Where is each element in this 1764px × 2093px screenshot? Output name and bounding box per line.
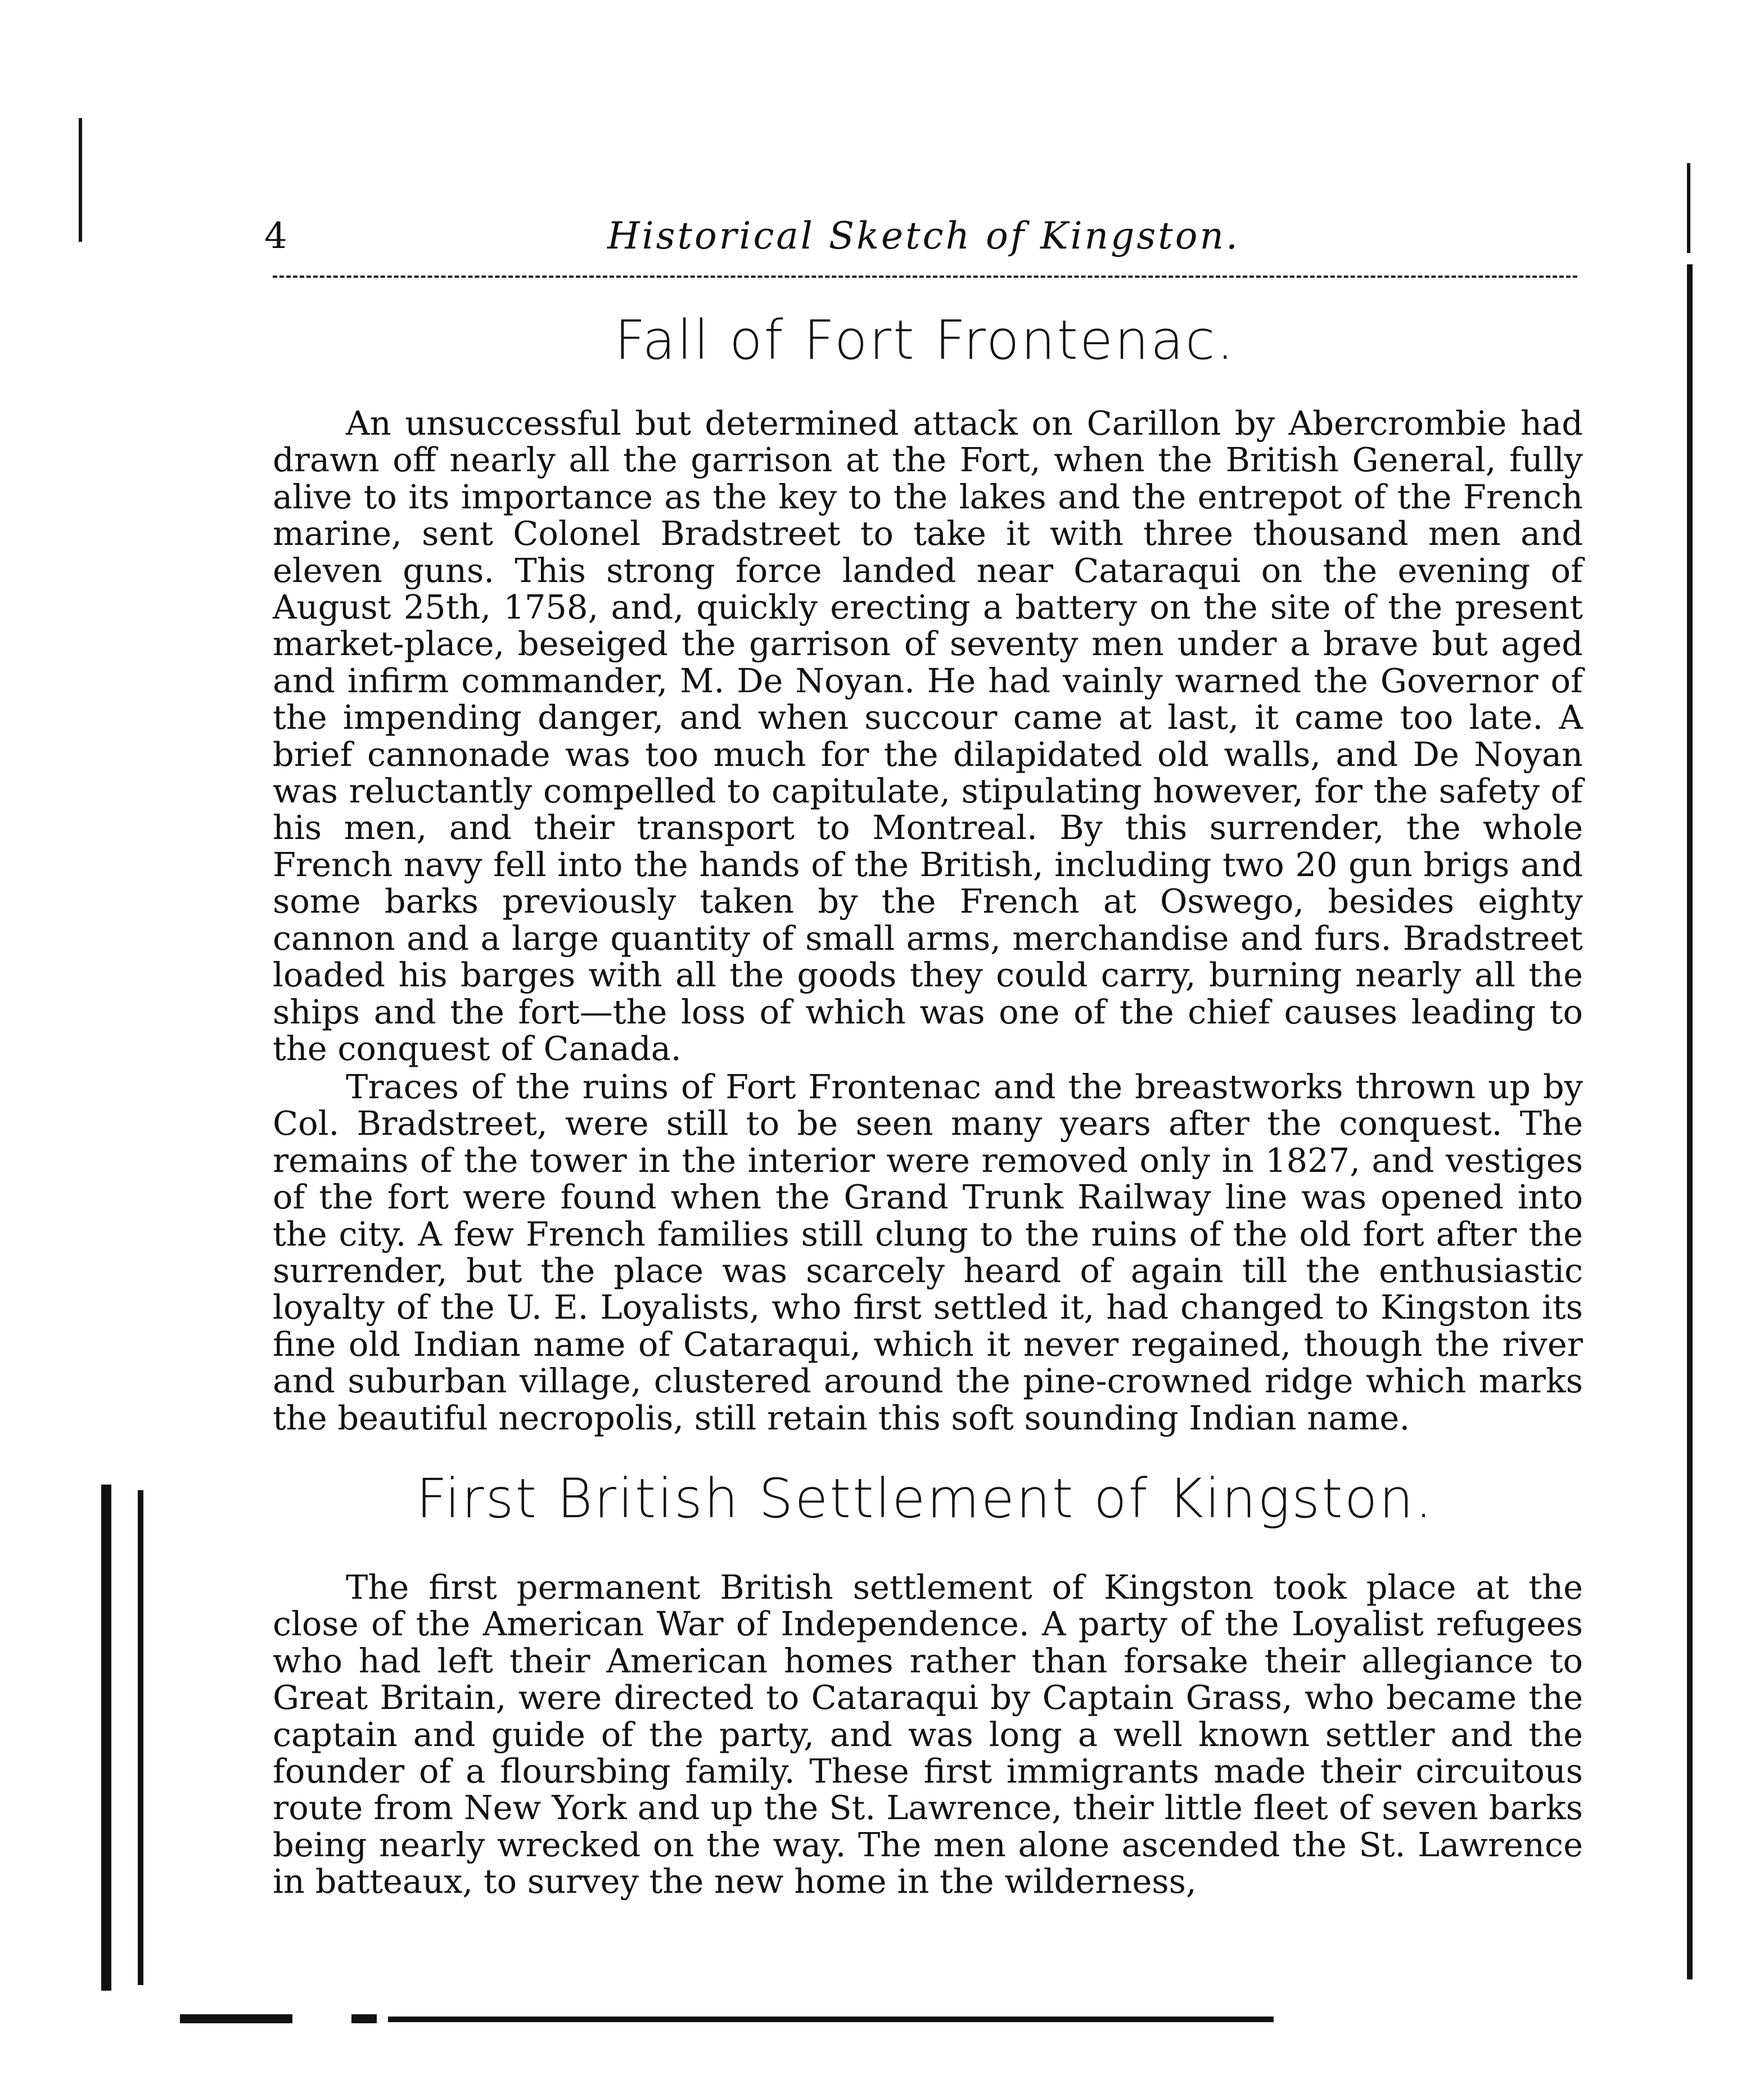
scan-margin-mark [1687,163,1690,253]
body-paragraph: Traces of the ruins of Fort Frontenac and the breastworks thrown up by Col. Bradstreet, were still to be seen many years after the conquest. The remains of the tower in the interior were removed only in 1827, and vestiges of the fort were found when the Grand Trunk Railway line was opened into the city. A few French families still clung to the ruins of the old fort after the surrender, but the place was scarcely heard of again till the enthusiastic loyalty of the U. E. Loyalists, who first settled it, had changed to Kingston its fine old Indian name of Cataraqui, which it never regained, though the river and suburban village, clustered around the pine-crowned ridge which marks the beautiful necropolis, still retain this soft sounding Indian name. [273,1067,1583,1437]
page-bottom-rule [180,2014,292,2023]
scan-margin-mark [138,1490,143,1985]
scan-margin-mark [79,118,82,242]
scan-margin-mark [1687,264,1693,1979]
page-bottom-rule [351,2014,377,2023]
running-head [264,208,1569,264]
body-paragraph: An unsuccessful but determined attack on Carillon by Abercrombie had drawn off nearly all the garrison at the Fort, when the British General, fully alive to its importance as the key to the lakes and the entrepot of the French marine, sent Colonel Bradstreet to take it with three thousand men and eleven guns. This strong force landed near Cataraqui on the evening of August 25th, 1758, and, quickly erecting a battery on the site of the present market-place, beseiged the garrison of seventy men under a brave but aged and infirm commander, M. De Noyan. He had vainly warned the Governor of the impending danger, and when succour came at last, it came too late. A brief cannonade was too much for the dilapidated old walls, and De Noyan was reluctantly compelled to capitulate, stipulating however, for the safety of his men, and their transport to Montreal. By this surrender, the whole French navy fell into the hands of the British, including two 20 gun brigs and some barks previously taken by the French at Oswego, besides eighty cannon and a large quantity of small arms, merchandise and furs. Bradstreet loaded his barges with all the goods they could carry, burning nearly all the ships and the fort—the loss of which was one of the chief causes leading to the conquest of Canada. [273,404,1583,1068]
page-bottom-rule [388,2017,1274,2022]
scan-margin-mark [101,1485,111,1991]
body-paragraph: The first permanent British settlement of Kingston took place at the close of the American War of Independence. A party of the Loyalist refugees who had left their American homes rather than forsake their allegiance to Great Britain, were directed to Cataraqui by Captain Grass, who became the captain and guide of the party, and was long a well known settler and the founder of a floursbing family. These first immigrants made their circuitous route from New York and up the St. Lawrence, their little fleet of seven barks being nearly wrecked on the way. The men alone ascended the St. Lawrence in batteaux, to survey the new home in the wilderness, [273,1568,1583,1901]
page-number: 4 [264,215,287,257]
section-heading: Fall of Fort Frontenac. [614,309,1236,372]
section-heading: First British Settlement of Kingston. [416,1467,1434,1530]
running-title: Historical Sketch of Kingston. [607,214,1240,258]
header-divider [273,276,1577,278]
